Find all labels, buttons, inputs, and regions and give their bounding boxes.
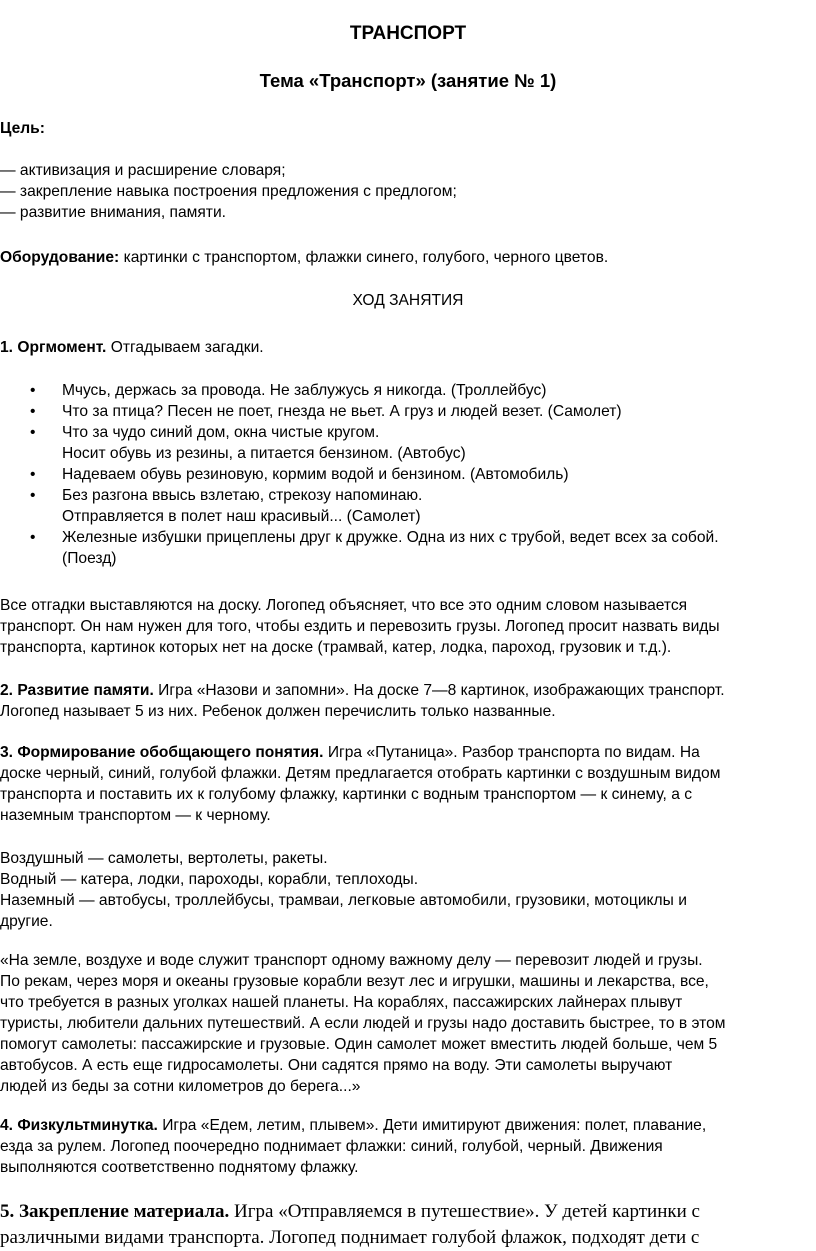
paragraph-line: различными видами транспорта. Логопед поднимает голубой флажок, подходят дети с <box>0 1227 700 1248</box>
equipment-text: картинки с транспортом, флажки синего, голубого, черного цветов. <box>119 249 609 266</box>
paragraph-line: транспорта и поставить их к голубому флажку, картинки с водным транспортом — к синему, а с <box>0 786 693 803</box>
section-1-text: Отгадываем загадки. <box>106 339 264 356</box>
paragraph-line: выполняются соответственно поднятому флажку. <box>0 1159 359 1176</box>
paragraph-line: транспорта, картинок которых нет на доске (трамвай, катер, лодка, пароход, грузовик и т.д.). <box>0 639 672 656</box>
section-1-label: 1. Оргмомент. <box>0 339 107 356</box>
transport-type-line: Воздушный — самолеты, вертолеты, ракеты. <box>0 850 328 867</box>
goal-list <box>0 160 812 223</box>
section-2-label: 2. Развитие памяти. <box>0 682 154 699</box>
lesson-subtitle: Тема «Транспорт» (занятие № 1) <box>259 70 557 91</box>
quote-line: автобусов. А есть еще гидросамолеты. Они садятся прямо на воду. Эти самолеты выручают <box>0 1057 673 1074</box>
section-5-label: 5. Закрепление материала. <box>0 1201 230 1222</box>
riddle-line: Отправляется в полет наш красивый... (Самолет) <box>62 508 421 525</box>
paragraph-line: транспорт. Он нам нужен для того, чтобы ездить и перевозить грузы. Логопед просит назвать виды <box>0 618 720 635</box>
page-title: ТРАНСПОРТ <box>349 23 467 44</box>
riddle-item <box>0 401 812 422</box>
transport-type-line: Наземный — автобусы, троллейбусы, трамваи, легковые автомобили, грузовики, мотоциклы и <box>0 892 687 909</box>
paragraph-line: Игра «Назови и запомни». На доске 7—8 картинок, изображающих транспорт. <box>153 682 725 699</box>
goal-section <box>0 118 812 139</box>
riddle-line: • Железные избушки прицеплены друг к дружке. Одна из них с трубой, ведет всех за собой. <box>62 529 719 546</box>
paragraph-line: езда за рулем. Логопед поочередно поднимает флажки: синий, голубой, черный. Движения <box>0 1138 663 1155</box>
quote-line: людей из беды за сотни километров до берега...» <box>0 1078 361 1095</box>
riddle-item <box>0 380 812 401</box>
equipment-label: Оборудование: <box>0 249 120 266</box>
riddle-item <box>0 527 812 569</box>
riddle-list <box>0 380 812 569</box>
riddle-line: • Мчусь, держась за провода. Не заблужусь я никогда. (Троллейбус) <box>62 382 547 399</box>
paragraph-line: Все отгадки выставляются на доску. Логопед объясняет, что все это одним словом называется <box>0 597 688 614</box>
transport-type-line: Водный — катера, лодки, пароходы, корабли, теплоходы. <box>0 871 419 888</box>
paragraph-line: наземным транспортом — к черному. <box>0 807 271 824</box>
quote-line: туристы, любители дальних путешествий. А если людей и грузы надо доставить быстрее, то в этом <box>0 1015 726 1032</box>
section-2-paragraph <box>0 680 812 722</box>
riddle-line: • Без разгона ввысь взлетаю, стрекозу напоминаю. <box>62 487 423 504</box>
paragraph-line: Логопед называет 5 из них. Ребенок должен перечислить только названные. <box>0 703 556 720</box>
equipment-paragraph <box>0 247 812 268</box>
goal-item: — закрепление навыка построения предложения с предлогом; <box>0 183 457 200</box>
goal-item: — развитие внимания, памяти. <box>0 204 226 221</box>
transport-types <box>0 848 812 932</box>
section-1-paragraph <box>0 595 812 658</box>
riddle-item <box>0 464 812 485</box>
riddle-item <box>0 422 812 464</box>
section-4-paragraph <box>0 1115 812 1178</box>
paragraph-line: Игра «Путаница». Разбор транспорта по видам. На <box>323 744 700 761</box>
riddle-line: Носит обувь из резины, а питается бензином. (Автобус) <box>62 445 466 462</box>
section-5-paragraph <box>0 1199 812 1251</box>
section-3-paragraph <box>0 742 812 826</box>
paragraph-line: доске черный, синий, голубой флажки. Детям предлагается отобрать картинки с воздушным видом <box>0 765 721 782</box>
quote-line: помогут самолеты: пассажирские и грузовые. Один самолет может вместить людей больше, чем 5 <box>0 1036 718 1053</box>
section-3-label: 3. Формирование обобщающего понятия. <box>0 744 324 761</box>
paragraph-line: Игра «Отправляемся в путешествие». У детей картинки с <box>229 1201 700 1222</box>
section-4-label: 4. Физкультминутка. <box>0 1117 158 1134</box>
quote-line: что требуется в разных уголках нашей планеты. На кораблях, пассажирских лайнерах плывут <box>0 994 683 1011</box>
quote-paragraph <box>0 950 812 1097</box>
progress-heading: ХОД ЗАНЯТИЯ <box>352 292 464 309</box>
paragraph-line: Игра «Едем, летим, плывем». Дети имитируют движения: полет, плавание, <box>157 1117 707 1134</box>
goal-label: Цель: <box>0 120 45 137</box>
riddle-line: • Что за чудо синий дом, окна чистые кругом. <box>62 424 380 441</box>
riddle-line: • Что за птица? Песен не поет, гнезда не вьет. А груз и людей везет. (Самолет) <box>62 403 622 420</box>
riddle-line: • Надеваем обувь резиновую, кормим водой и бензином. (Автомобиль) <box>62 466 569 483</box>
quote-line: «На земле, воздухе и воде служит транспорт одному важному делу — перевозит людей и грузы. <box>0 952 703 969</box>
riddle-line: (Поезд) <box>62 550 117 567</box>
goal-item: — активизация и расширение словаря; <box>0 162 286 179</box>
transport-type-line: другие. <box>0 913 53 930</box>
riddle-item <box>0 485 812 527</box>
quote-line: По рекам, через моря и океаны грузовые корабли везут лес и игрушки, машины и лекарства, все, <box>0 973 709 990</box>
section-1-heading <box>0 337 812 358</box>
